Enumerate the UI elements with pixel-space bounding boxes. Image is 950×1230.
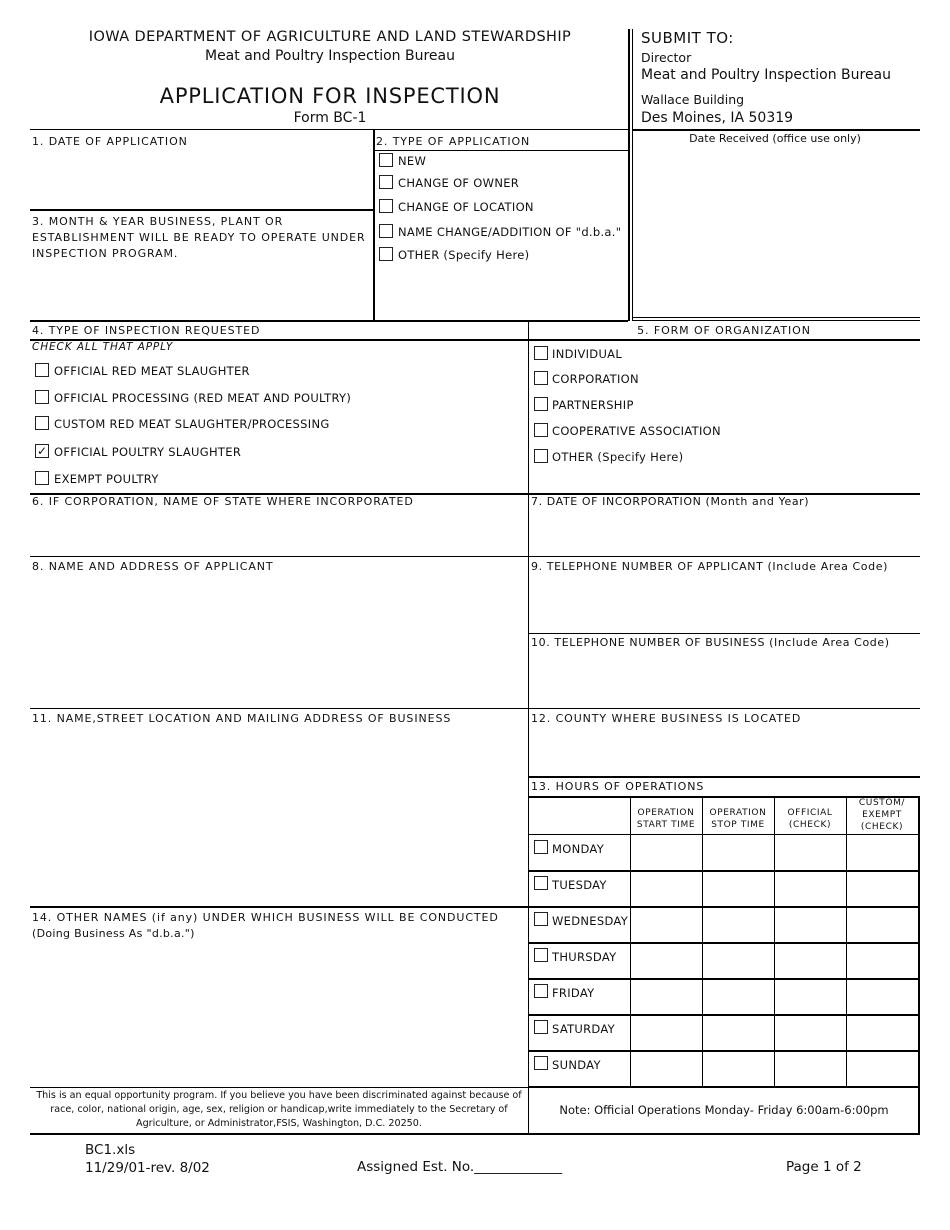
day-label-wednesday: WEDNESDAY: [552, 914, 629, 928]
date-of-incorporation-field[interactable]: [531, 512, 917, 554]
organization-form-checkbox-2[interactable]: [534, 397, 548, 411]
submit-to-line3: Wallace Building: [641, 92, 745, 107]
other-names-label-line1: 14. OTHER NAMES (if any) UNDER WHICH BUSINESS WILL BE CONDUCTED: [32, 911, 499, 924]
disclaimer-line2: race, color, national origin, age, sex, religion or handicap,write immediately to the Secretary of: [50, 1104, 508, 1115]
date-received-label: Date Received (office use only): [689, 132, 861, 145]
page-title: APPLICATION FOR INSPECTION: [159, 84, 501, 108]
ready-date-field[interactable]: [32, 262, 370, 318]
type-of-inspection-label: 4. TYPE OF INSPECTION REQUESTED: [32, 324, 261, 337]
inspection-type-option-label-3: OFFICIAL POULTRY SLAUGHTER: [54, 445, 242, 459]
hours-cell-thursday-0[interactable]: [632, 944, 700, 976]
hours-cell-friday-1[interactable]: [704, 980, 772, 1012]
hours-cell-monday-2[interactable]: [776, 836, 844, 868]
organization-form-option-label-4: OTHER (Specify Here): [552, 450, 684, 464]
application-type-option-label-3: NAME CHANGE/ADDITION OF "d.b.a.": [398, 225, 622, 239]
hours-cell-tuesday-1[interactable]: [704, 872, 772, 904]
day-label-monday: MONDAY: [552, 842, 605, 856]
inspection-type-option-label-0: OFFICIAL RED MEAT SLAUGHTER: [54, 364, 250, 378]
inspection-type-checkbox-0[interactable]: [35, 363, 49, 377]
ready-date-label-line2: ESTABLISHMENT WILL BE READY TO OPERATE UNDER: [32, 231, 366, 244]
inspection-type-checkbox-4[interactable]: [35, 471, 49, 485]
official-operations-note: Note: Official Operations Monday- Friday 6:00am-6:00pm: [559, 1103, 889, 1117]
hours-cell-sunday-2[interactable]: [776, 1052, 844, 1084]
hours-cell-saturday-0[interactable]: [632, 1016, 700, 1048]
application-type-option-label-2: CHANGE OF LOCATION: [398, 200, 534, 214]
applicant-name-address-field[interactable]: [32, 576, 526, 704]
application-type-checkbox-4[interactable]: [379, 247, 393, 261]
hours-cell-saturday-2[interactable]: [776, 1016, 844, 1048]
organization-form-checkbox-4[interactable]: [534, 449, 548, 463]
submit-to-line1: Director: [641, 50, 692, 65]
other-names-field[interactable]: [32, 944, 526, 1084]
submit-to-line4: Des Moines, IA 50319: [641, 110, 794, 126]
organization-form-option-label-3: COOPERATIVE ASSOCIATION: [552, 424, 721, 438]
application-type-option-label-4: OTHER (Specify Here): [398, 248, 530, 262]
hours-cell-monday-0[interactable]: [632, 836, 700, 868]
day-label-sunday: SUNDAY: [552, 1058, 601, 1072]
business-phone-field[interactable]: [531, 652, 917, 704]
organization-form-option-label-0: INDIVIDUAL: [552, 347, 623, 361]
hours-cell-sunday-3[interactable]: [848, 1052, 916, 1084]
check-all-that-apply: CHECK ALL THAT APPLY: [32, 341, 174, 353]
ready-date-label-line3: INSPECTION PROGRAM.: [32, 247, 179, 260]
hours-column-header-2-line2: (CHECK): [788, 820, 832, 830]
inspection-type-checkbox-2[interactable]: [35, 416, 49, 430]
day-checkbox-thursday[interactable]: [534, 948, 548, 962]
hours-cell-sunday-1[interactable]: [704, 1052, 772, 1084]
hours-cell-tuesday-0[interactable]: [632, 872, 700, 904]
hours-cell-friday-3[interactable]: [848, 980, 916, 1012]
business-phone-label: 10. TELEPHONE NUMBER OF BUSINESS (Include Area Code): [531, 636, 890, 649]
organization-form-checkbox-0[interactable]: [534, 346, 548, 360]
hours-column-header-2-line1: OFFICIAL: [787, 808, 833, 818]
hours-cell-saturday-3[interactable]: [848, 1016, 916, 1048]
revision-date: 11/29/01-rev. 8/02: [85, 1160, 210, 1176]
application-type-option-label-0: NEW: [398, 154, 427, 168]
hours-cell-tuesday-3[interactable]: [848, 872, 916, 904]
hours-cell-thursday-3[interactable]: [848, 944, 916, 976]
hours-cell-friday-0[interactable]: [632, 980, 700, 1012]
day-label-friday: FRIDAY: [552, 986, 595, 1000]
inspection-type-option-label-1: OFFICIAL PROCESSING (RED MEAT AND POULTRY): [54, 391, 352, 405]
county-label: 12. COUNTY WHERE BUSINESS IS LOCATED: [531, 712, 802, 725]
date-received-box[interactable]: [634, 148, 918, 316]
hours-column-header-3-line2: EXEMPT: [862, 810, 902, 820]
business-address-label: 11. NAME,STREET LOCATION AND MAILING ADDRESS OF BUSINESS: [32, 712, 452, 725]
department-name: IOWA DEPARTMENT OF AGRICULTURE AND LAND STEWARDSHIP: [88, 29, 572, 45]
hours-cell-saturday-1[interactable]: [704, 1016, 772, 1048]
applicant-phone-label: 9. TELEPHONE NUMBER OF APPLICANT (Include Area Code): [531, 560, 888, 573]
date-of-application-label: 1. DATE OF APPLICATION: [32, 135, 188, 148]
file-name: BC1.xls: [85, 1142, 136, 1158]
state-incorporated-label: 6. IF CORPORATION, NAME OF STATE WHERE INCORPORATED: [32, 495, 414, 508]
hours-column-header-1-line2: STOP TIME: [711, 820, 765, 830]
submit-to-line2: Meat and Poultry Inspection Bureau: [641, 67, 892, 83]
hours-of-operations-label: 13. HOURS OF OPERATIONS: [531, 780, 705, 793]
hours-cell-wednesday-3[interactable]: [848, 908, 916, 940]
hours-cell-friday-2[interactable]: [776, 980, 844, 1012]
application-type-checkbox-2[interactable]: [379, 199, 393, 213]
organization-form-checkbox-1[interactable]: [534, 371, 548, 385]
organization-form-option-label-2: PARTNERSHIP: [552, 398, 634, 412]
disclaimer-line3: Agriculture, or Administrator,FSIS, Washington, D.C. 20250.: [136, 1118, 422, 1129]
hours-cell-thursday-1[interactable]: [704, 944, 772, 976]
date-of-incorporation-label: 7. DATE OF INCORPORATION (Month and Year): [531, 495, 810, 508]
organization-form-option-label-1: CORPORATION: [552, 372, 639, 386]
organization-form-checkbox-3[interactable]: [534, 423, 548, 437]
hours-cell-sunday-0[interactable]: [632, 1052, 700, 1084]
day-label-tuesday: TUESDAY: [552, 878, 607, 892]
application-type-checkbox-3[interactable]: [379, 224, 393, 238]
hours-column-header-3-line1: CUSTOM/: [858, 798, 906, 808]
form-number: Form BC-1: [293, 110, 367, 126]
bureau-name: Meat and Poultry Inspection Bureau: [204, 48, 455, 64]
hours-column-header-0-line2: START TIME: [636, 820, 696, 830]
county-field[interactable]: [531, 728, 917, 774]
applicant-phone-field[interactable]: [531, 576, 917, 630]
hours-column-header-1-line1: OPERATION: [709, 808, 767, 818]
day-checkbox-wednesday[interactable]: [534, 912, 548, 926]
disclaimer-line1: This is an equal opportunity program. If you believe you have been discriminated against because of: [36, 1090, 522, 1101]
applicant-name-address-label: 8. NAME AND ADDRESS OF APPLICANT: [32, 560, 274, 573]
business-address-field[interactable]: [32, 728, 526, 904]
inspection-type-option-label-2: CUSTOM RED MEAT SLAUGHTER/PROCESSING: [54, 417, 330, 431]
hours-cell-monday-1[interactable]: [704, 836, 772, 868]
day-checkbox-monday[interactable]: [534, 840, 548, 854]
page-number: Page 1 of 2: [786, 1159, 862, 1175]
application-type-option-label-1: CHANGE OF OWNER: [398, 176, 520, 190]
ready-date-label-line1: 3. MONTH & YEAR BUSINESS, PLANT OR: [32, 215, 284, 228]
inspection-type-option-label-4: EXEMPT POULTRY: [54, 472, 159, 486]
hours-cell-thursday-2[interactable]: [776, 944, 844, 976]
day-checkbox-friday[interactable]: [534, 984, 548, 998]
submit-to-heading: SUBMIT TO:: [641, 29, 734, 47]
application-type-checkbox-1[interactable]: [379, 175, 393, 189]
hours-cell-wednesday-1[interactable]: [704, 908, 772, 940]
state-incorporated-field[interactable]: [32, 512, 526, 554]
day-label-thursday: THURSDAY: [552, 950, 617, 964]
hours-column-header-0-line1: OPERATION: [637, 808, 695, 818]
assigned-est-no[interactable]: Assigned Est. No._____________: [357, 1159, 562, 1175]
day-label-saturday: SATURDAY: [552, 1022, 615, 1036]
day-checkbox-saturday[interactable]: [534, 1020, 548, 1034]
inspection-type-checkbox-3[interactable]: ✓: [36, 444, 48, 458]
day-checkbox-sunday[interactable]: [534, 1056, 548, 1070]
type-of-application-label: 2. TYPE OF APPLICATION: [376, 135, 531, 148]
date-of-application-field[interactable]: [32, 150, 370, 206]
hours-cell-wednesday-2[interactable]: [776, 908, 844, 940]
other-names-label-line2: (Doing Business As "d.b.a."): [32, 927, 195, 940]
hours-cell-monday-3[interactable]: [848, 836, 916, 868]
hours-cell-tuesday-2[interactable]: [776, 872, 844, 904]
application-type-checkbox-0[interactable]: [379, 153, 393, 167]
day-checkbox-tuesday[interactable]: [534, 876, 548, 890]
hours-column-header-3-line3: (CHECK): [860, 822, 904, 832]
hours-cell-wednesday-0[interactable]: [632, 908, 700, 940]
form-of-organization-label: 5. FORM OF ORGANIZATION: [637, 324, 811, 337]
inspection-type-checkbox-1[interactable]: [35, 390, 49, 404]
